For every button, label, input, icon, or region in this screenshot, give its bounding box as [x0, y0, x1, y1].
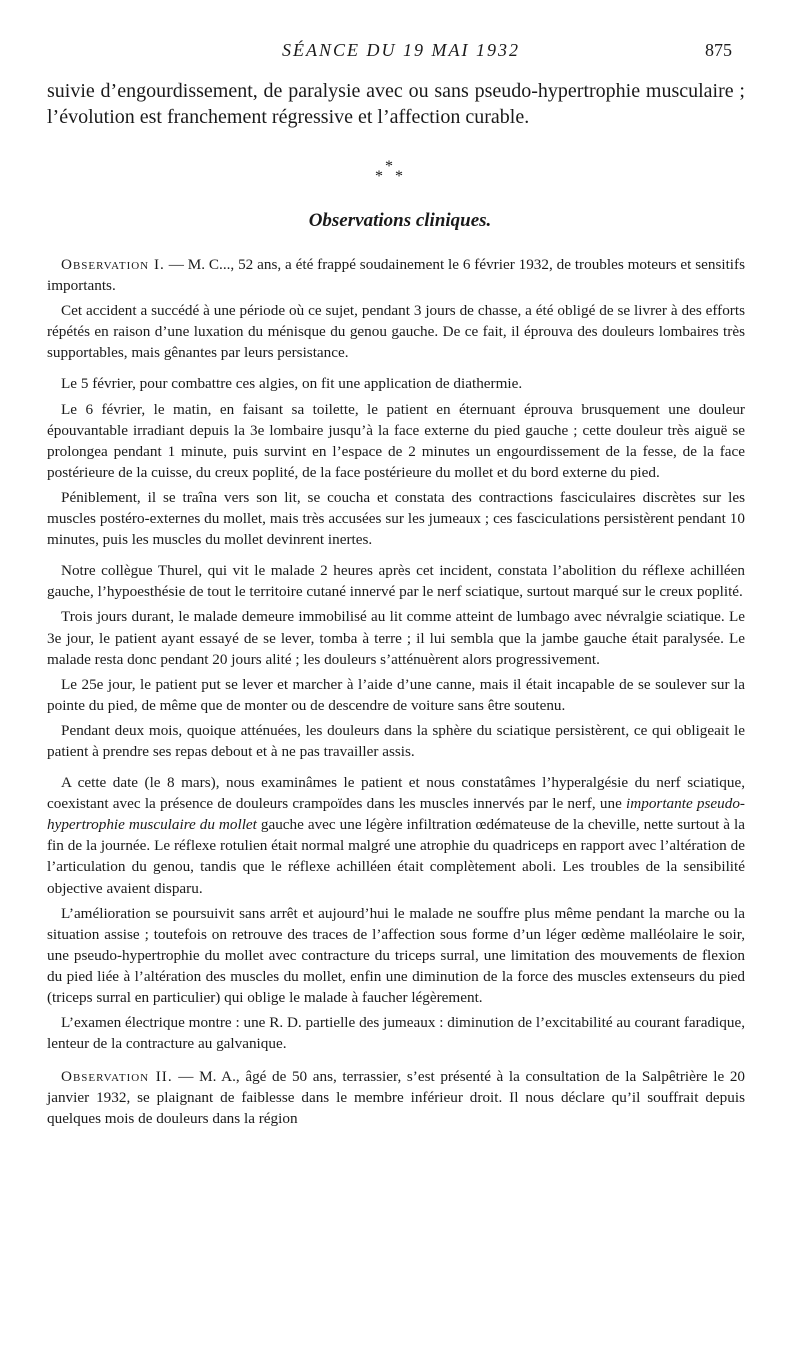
page-number: 875 [705, 40, 732, 60]
observation-1-paragraph-7: Trois jours durant, le malade demeure immobilisé au lit comme atteint de lumbago avec névralgie sciatique. Le 3e jour, le patient ayant essayé de se lever, tomba à terre ; il lui sembla que la jambe gauche était paralysée. Le malade resta donc pendant 20 jours alité ; les douleurs s’atténuèrent alors progressivement. [47, 608, 745, 668]
observation-1-paragraph-3: Le 5 février, pour combattre ces algies, on fit une application de diathermie. [61, 375, 523, 393]
asterism-star-right: * [395, 168, 403, 185]
observation-1-paragraph-2: Cet accident a succédé à une période où ce sujet, pendant 3 jours de chasse, a été obligé de se livrer à des efforts répétés en raison d’une luxation du ménisque du genou gauche. De ce fait, il éprouva des douleurs lombaires très supportables, mais gênantes par leurs persistance. [47, 302, 745, 362]
asterism-star-left: * [375, 168, 383, 185]
section-heading: Observations cliniques. [308, 210, 492, 231]
observation-1-paragraph-5: Péniblement, il se traîna vers son lit, se coucha et constata des contractions fasciculaires discrètes sur les muscles postéro-externes du mollet, mais très accusées sur les jumeaux ; ces fasciculations persistèrent pendant 10 minutes, puis les muscles du mollet devinrent inertes. [47, 488, 745, 549]
observation-2-label: Observation II. [61, 1068, 173, 1086]
observation-1-paragraph-12: L’examen électrique montre : une R. D. partielle des jumeaux : diminution de l’excitabilité au courant faradique, lenteur de la contracture au galvanique. [47, 1014, 745, 1053]
observation-1-paragraph-10-start: A cette date (le 8 mars), nous examinâmes le patient et nous constatâmes l’hyperalgésie du nerf sciatique, coexistant avec la présence de douleurs crampoïdes dans les muscles innervés par le nerf, une [47, 774, 745, 813]
observation-1-intro-text: — M. C..., 52 ans, a été frappé soudainement le 6 février 1932, de troubles moteurs et sensitifs importants. [47, 256, 745, 295]
body-text [47, 254, 745, 1134]
observation-2-intro-text: — M. A., âgé de 50 ans, terrassier, s’est présenté à la consultation de la Salpêtrière le 20 janvier 1932, se plaignant de faiblesse dans le membre inférieur droit. Il nous déclare qu’il souffrait depuis quelques mois de douleurs dans la région [47, 1068, 746, 1128]
observation-1-paragraph-4: Le 6 février, le matin, en faisant sa toilette, le patient en éternuant éprouva brusquement une douleur épouvantable irradiant depuis la 3e lombaire jusqu’à la face externe du pied gauche ; cette douleur très aiguë se prolongea pendant 1 minute, puis survint en l’espace de 2 minutes un engourdissement de la fesse, de la face postérieure de la cuisse, du creux poplité, de la face postérieure du mollet et du bord externe du pied. [47, 400, 745, 481]
observation-1-paragraph-10-italic: importante pseudo-hypertrophie musculaire du mollet [47, 795, 745, 834]
asterism-star-top: * [385, 158, 393, 175]
running-head [0, 40, 800, 64]
observation-1-paragraph-8: Le 25e jour, le patient put se lever et marcher à l’aide d’une canne, mais il était incapable de se soulever sur la pointe du pied, de même que de monter ou de descendre de voiture sans être soutenu. [47, 675, 745, 714]
lead-paragraph: suivie d’engourdissement, de paralysie avec ou sans pseudo-hypertrophie musculaire ; l’évolution est franchement régressive et l’affection curable. [47, 80, 745, 128]
observation-1-intro [47, 254, 745, 296]
running-title: SÉANCE DU 19 MAI 1932 [282, 40, 520, 60]
observation-1-paragraph-9: Pendant deux mois, quoique atténuées, les douleurs dans la sphère du sciatique persistèrent, ce qui obligeait le patient à prendre ses repas debout et à ne pas travailler assis. [47, 721, 745, 760]
observation-1-paragraph-11: L’amélioration se poursuivit sans arrêt et aujourd’hui le malade ne souffre plus même pendant la marche ou la situation assise ; toutefois on retrouve des traces de l’affection sous forme d’un léger œdème malléolaire le soir, une pseudo-hypertrophie du mollet avec contracture du triceps surral, une limitation des mouvements de flexion du pied liée à l’altération des muscles du mollet, enfin une diminution de la force des muscles extenseurs du pied (triceps surral en particulier) qui oblige le malade à faucher légèrement. [47, 904, 745, 1006]
observation-2-intro [47, 1066, 745, 1129]
observation-1-label: Observation I. [61, 256, 165, 273]
asterism-separator [372, 158, 412, 186]
observation-1-paragraph-10-end: gauche avec une légère infiltration œdémateuse de la cheville, nette surtout à la fin de la journée. Le réflexe rotulien était normal malgré une atrophie du quadriceps en rapport avec l’altération de l’articulation du genou, tandis que le réflexe achilléen était complètement aboli. Les troubles de la sensibilité objective avaient disparu. [47, 816, 745, 897]
observation-1-paragraph-6: Notre collègue Thurel, qui vit le malade 2 heures après cet incident, constata l’abolition du réflexe achilléen gauche, l’hypoesthésie de tout le territoire cutané innervé par le nerf sciatique, surtout marqué sur le creux poplité. [47, 562, 745, 601]
observation-1-paragraph-10 [47, 772, 745, 899]
